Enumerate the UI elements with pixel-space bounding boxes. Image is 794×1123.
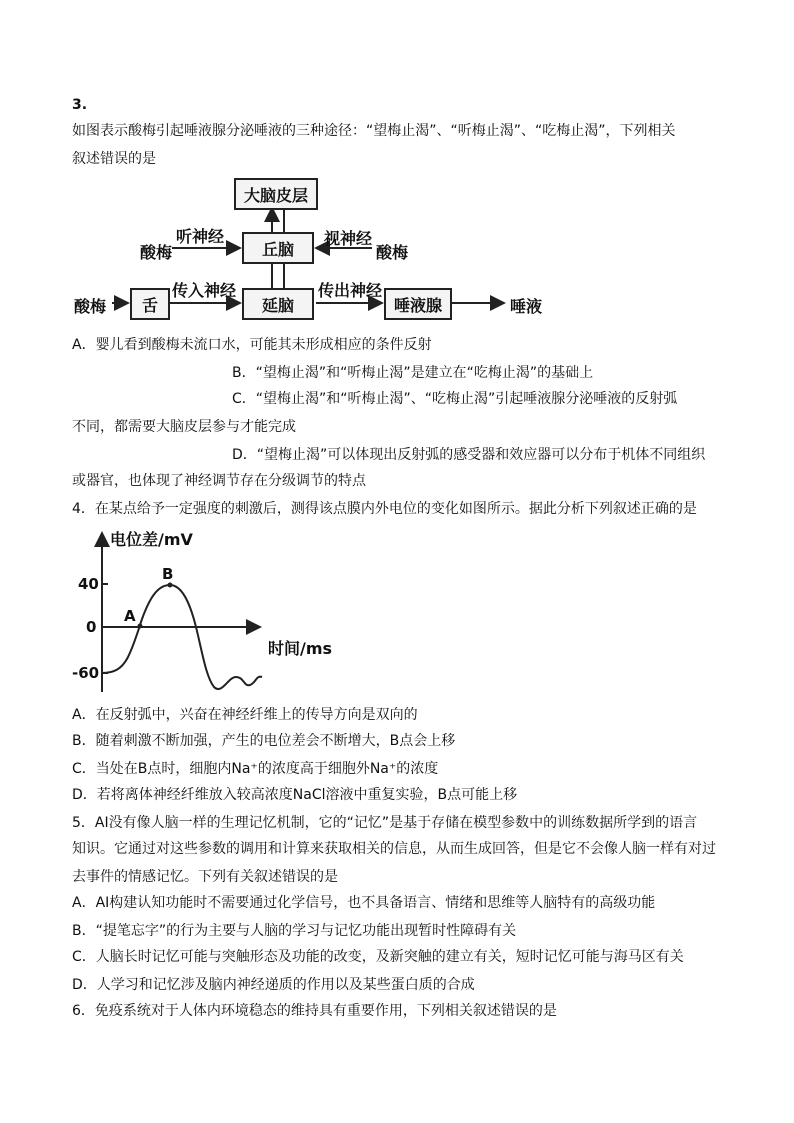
medulla-box: 延脑 bbox=[242, 288, 314, 320]
question-4-option-b: B．随着刺激不断加强，产生的电位差会不断增大，B点会上移 bbox=[72, 733, 456, 749]
cerebral-cortex-box: 大脑皮层 bbox=[234, 178, 318, 210]
question-3-option-a: A．婴儿看到酸梅未流口水，可能其未形成相应的条件反射 bbox=[72, 337, 432, 353]
point-b-label: B bbox=[162, 565, 174, 583]
question-4-stem: 4．在某点给予一定强度的刺激后，测得该点膜内外电位的变化如图所示。据此分析下列叙述正确的是 bbox=[72, 501, 697, 517]
question-3-stem-line2: 叙述错误的是 bbox=[72, 151, 156, 167]
question-4-option-c: C．当处在B点时，细胞内Na⁺的浓度高于细胞外Na⁺的浓度 bbox=[72, 761, 439, 777]
question-3-option-b: B．“望梅止渴”和“听梅止渴”是建立在“吃梅止渴”的基础上 bbox=[232, 365, 594, 381]
point-a-label: A bbox=[124, 607, 136, 625]
y-axis-label: 电位差/mV bbox=[110, 530, 193, 549]
saliva-label: 唾液 bbox=[510, 297, 543, 316]
plum-label-bottom: 酸梅 bbox=[74, 297, 107, 316]
efferent-nerve-label: 传出神经 bbox=[318, 281, 383, 300]
optic-nerve-label: 视神经 bbox=[324, 229, 373, 248]
x-axis-label: 时间/ms bbox=[268, 639, 333, 658]
thalamus-box: 丘脑 bbox=[242, 232, 314, 264]
question-6-stem: 6．免疫系统对于人体内环境稳态的维持具有重要作用，下列相关叙述错误的是 bbox=[72, 1003, 557, 1019]
reflex-pathway-diagram bbox=[72, 172, 544, 322]
plum-label-right-top: 酸梅 bbox=[376, 243, 409, 262]
question-4-option-d: D．若将离体神经纤维放入较高浓度NaCl溶液中重复实验，B点可能上移 bbox=[72, 787, 518, 803]
y-tick-minus-60: -60 bbox=[72, 664, 100, 682]
y-tick-0: 0 bbox=[86, 618, 97, 636]
question-3-option-d-line2: 或器官，也体现了神经调节存在分级调节的特点 bbox=[72, 473, 366, 489]
question-3-stem-line1: 如图表示酸梅引起唾液腺分泌唾液的三种途径：“望梅止渴”、“听梅止渴”、“吃梅止渴”，下列相关 bbox=[72, 123, 676, 139]
membrane-potential-graph bbox=[72, 527, 344, 697]
question-3-option-c-line2: 不同，都需要大脑皮层参与才能完成 bbox=[72, 419, 296, 435]
question-5-option-d: D．人学习和记忆涉及脑内神经递质的作用以及某些蛋白质的合成 bbox=[72, 977, 475, 993]
salivary-gland-box: 唾液腺 bbox=[384, 288, 452, 320]
question-4-option-a: A．在反射弧中，兴奋在神经纤维上的传导方向是双向的 bbox=[72, 707, 418, 723]
question-3-option-d-line1: D．“望梅止渴”可以体现出反射弧的感受器和效应器可以分布于机体不同组织 bbox=[232, 447, 706, 463]
auditory-nerve-label: 听神经 bbox=[176, 227, 225, 246]
y-tick-40: 40 bbox=[78, 575, 99, 593]
question-5-option-a: A．AI构建认知功能时不需要通过化学信号，也不具备语言、情绪和思维等人脑特有的高级功能 bbox=[72, 895, 656, 911]
question-3-number: 3. bbox=[72, 97, 88, 113]
afferent-nerve-label: 传入神经 bbox=[172, 281, 237, 300]
question-5-stem-line2: 知识。它通过对这些参数的调用和计算来获取相关的信息，从而生成回答，但是它不会像人脑一样有对过 bbox=[72, 841, 716, 857]
point-b-marker bbox=[168, 583, 173, 588]
point-a-marker bbox=[138, 624, 143, 629]
question-5-stem-line3: 去事件的情感记忆。下列有关叙述错误的是 bbox=[72, 869, 338, 885]
question-5-option-b: B．“提笔忘字”的行为主要与人脑的学习与记忆功能出现暂时性障碍有关 bbox=[72, 923, 517, 939]
question-5-option-c: C．人脑长时记忆可能与突触形态及功能的改变，及新突触的建立有关，短时记忆可能与海马区有关 bbox=[72, 949, 684, 965]
tongue-box: 舌 bbox=[130, 288, 170, 320]
action-potential-curve bbox=[102, 585, 262, 689]
graph-svg bbox=[72, 527, 344, 697]
question-5-stem-line1: 5．AI没有像人脑一样的生理记忆机制，它的“记忆”是基于存储在模型参数中的训练数据所学到的语言 bbox=[72, 815, 698, 831]
plum-label-left-top: 酸梅 bbox=[140, 243, 173, 262]
question-3-option-c-line1: C．“望梅止渴”和“听梅止渴”、“吃梅止渴”引起唾液腺分泌唾液的反射弧 bbox=[232, 391, 678, 407]
